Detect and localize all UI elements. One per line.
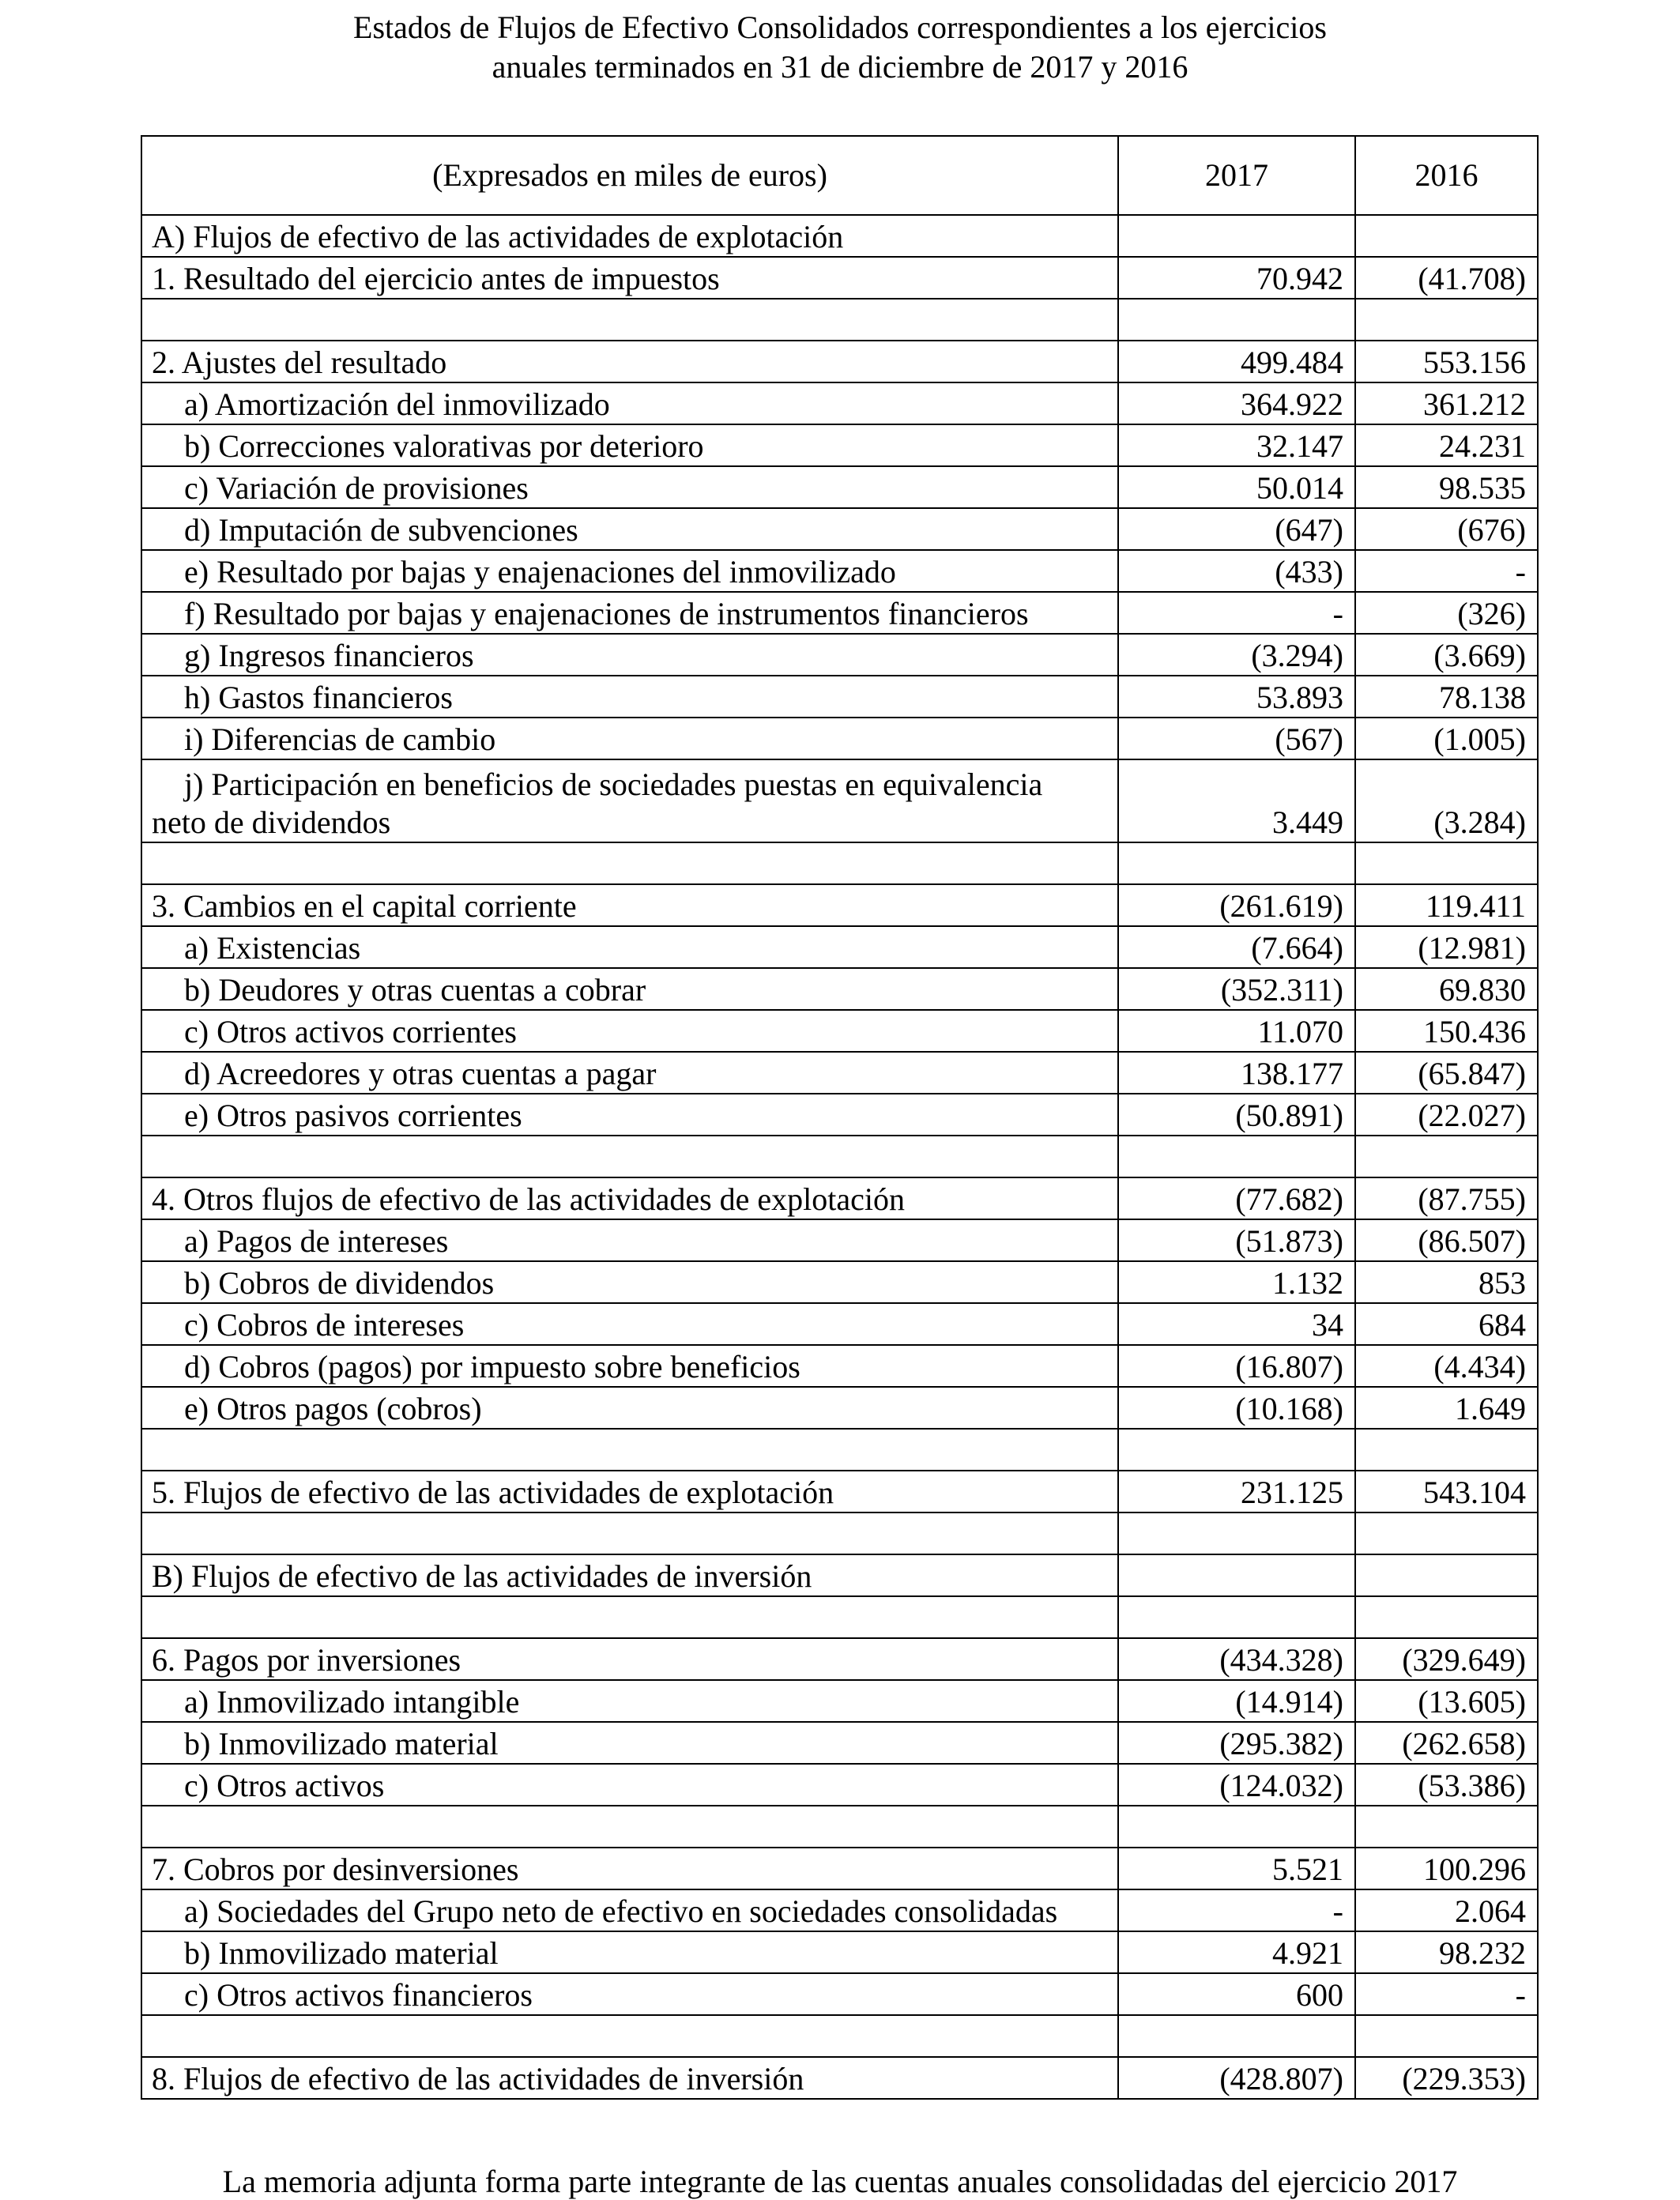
value-2016 (1355, 842, 1538, 884)
value-2017: (50.891) (1118, 1094, 1355, 1136)
row-label: 3. Cambios en el capital corriente (141, 884, 1118, 926)
value-2016: 150.436 (1355, 1010, 1538, 1052)
value-2016: 98.232 (1355, 1931, 1538, 1973)
value-2017: 1.132 (1118, 1261, 1355, 1303)
value-2017: (14.914) (1118, 1680, 1355, 1722)
row-label: 8. Flujos de efectivo de las actividades de inversión (141, 2057, 1118, 2099)
value-2016: 24.231 (1355, 424, 1538, 466)
row-label (141, 1806, 1118, 1848)
value-2016: (53.386) (1355, 1764, 1538, 1806)
value-2017: 5.521 (1118, 1848, 1355, 1889)
value-2016: 78.138 (1355, 676, 1538, 718)
row-label: 4. Otros flujos de efectivo de las actividades de explotación (141, 1177, 1118, 1219)
value-2017: 53.893 (1118, 676, 1355, 718)
table-row (141, 1680, 1538, 1722)
header-units-label: (Expresados en miles de euros) (141, 136, 1118, 215)
value-2016: 2.064 (1355, 1889, 1538, 1931)
value-2016: (13.605) (1355, 1680, 1538, 1722)
row-label: 1. Resultado del ejercicio antes de impuestos (141, 257, 1118, 299)
row-label (141, 759, 1118, 842)
value-2017: (352.311) (1118, 968, 1355, 1010)
table-row (141, 1471, 1538, 1512)
table-row (141, 1303, 1538, 1345)
row-label (141, 299, 1118, 341)
value-2016: (87.755) (1355, 1177, 1538, 1219)
value-2016: (329.649) (1355, 1638, 1538, 1680)
value-2017: (10.168) (1118, 1387, 1355, 1429)
value-2016: 69.830 (1355, 968, 1538, 1010)
value-2017 (1118, 1136, 1355, 1177)
row-label (141, 1596, 1118, 1638)
value-2016: - (1355, 550, 1538, 592)
title-line-1: Estados de Flujos de Efectivo Consolidados correspondientes a los ejercicios (353, 9, 1327, 45)
table-row (141, 1094, 1538, 1136)
value-2017 (1118, 1806, 1355, 1848)
value-2016: (262.658) (1355, 1722, 1538, 1764)
value-2017: (434.328) (1118, 1638, 1355, 1680)
title-line-2: anuales terminados en 31 de diciembre de 2017 y 2016 (492, 49, 1188, 85)
value-2017: (77.682) (1118, 1177, 1355, 1219)
value-2017 (1118, 2015, 1355, 2057)
row-label: 6. Pagos por inversiones (141, 1638, 1118, 1680)
value-2016: (676) (1355, 508, 1538, 550)
table-row (141, 968, 1538, 1010)
table-row (141, 257, 1538, 299)
table-row (141, 1177, 1538, 1219)
table-row (141, 215, 1538, 257)
table-row (141, 299, 1538, 341)
value-2017: 231.125 (1118, 1471, 1355, 1512)
row-label: b) Correcciones valorativas por deterioro (141, 424, 1118, 466)
value-2016: (22.027) (1355, 1094, 1538, 1136)
value-2017: (647) (1118, 508, 1355, 550)
row-label: B) Flujos de efectivo de las actividades de inversión (141, 1554, 1118, 1596)
row-label: 7. Cobros por desinversiones (141, 1848, 1118, 1889)
value-2016: (86.507) (1355, 1219, 1538, 1261)
row-label: a) Inmovilizado intangible (141, 1680, 1118, 1722)
table-row (141, 1889, 1538, 1931)
table-row (141, 382, 1538, 424)
row-label: d) Imputación de subvenciones (141, 508, 1118, 550)
value-2016: (65.847) (1355, 1052, 1538, 1094)
row-label: A) Flujos de efectivo de las actividades de explotación (141, 215, 1118, 257)
row-label: a) Sociedades del Grupo neto de efectivo en sociedades consolidadas (141, 1889, 1118, 1931)
value-2017: 3.449 (1118, 759, 1355, 842)
table-row (141, 592, 1538, 634)
value-2017: 32.147 (1118, 424, 1355, 466)
row-label: h) Gastos financieros (141, 676, 1118, 718)
table-row (141, 1261, 1538, 1303)
value-2016: (41.708) (1355, 257, 1538, 299)
value-2017: - (1118, 1889, 1355, 1931)
table-row (141, 424, 1538, 466)
value-2017: (51.873) (1118, 1219, 1355, 1261)
row-label: c) Otros activos corrientes (141, 1010, 1118, 1052)
table-row (141, 842, 1538, 884)
table-row (141, 1136, 1538, 1177)
table-row (141, 1429, 1538, 1471)
value-2017: (124.032) (1118, 1764, 1355, 1806)
table-row (141, 718, 1538, 759)
value-2017 (1118, 299, 1355, 341)
table-row (141, 1806, 1538, 1848)
value-2017 (1118, 1429, 1355, 1471)
value-2016 (1355, 2015, 1538, 2057)
value-2016 (1355, 1554, 1538, 1596)
value-2016 (1355, 1596, 1538, 1638)
table-row (141, 1387, 1538, 1429)
value-2017: (295.382) (1118, 1722, 1355, 1764)
value-2016: 98.535 (1355, 466, 1538, 508)
row-label: c) Otros activos financieros (141, 1973, 1118, 2015)
value-2016 (1355, 1429, 1538, 1471)
row-label: b) Inmovilizado material (141, 1722, 1118, 1764)
table-row (141, 1931, 1538, 1973)
value-2017 (1118, 1554, 1355, 1596)
row-label: d) Cobros (pagos) por impuesto sobre beneficios (141, 1345, 1118, 1387)
value-2017: 50.014 (1118, 466, 1355, 508)
value-2016: 553.156 (1355, 341, 1538, 382)
footer-note: La memoria adjunta forma parte integrante de las cuentas anuales consolidadas del ejercicio 2017 (222, 2164, 1458, 2199)
row-label: c) Otros activos (141, 1764, 1118, 1806)
cash-flow-table (141, 135, 1539, 2100)
table-row (141, 1722, 1538, 1764)
value-2016: 1.649 (1355, 1387, 1538, 1429)
row-label: e) Otros pagos (cobros) (141, 1387, 1118, 1429)
value-2016: (229.353) (1355, 2057, 1538, 2099)
table-row (141, 1554, 1538, 1596)
table-row (141, 759, 1538, 842)
value-2017: (567) (1118, 718, 1355, 759)
table-row (141, 508, 1538, 550)
row-label: 5. Flujos de efectivo de las actividades de explotación (141, 1471, 1118, 1512)
row-label (141, 1512, 1118, 1554)
value-2016: (326) (1355, 592, 1538, 634)
value-2016 (1355, 1512, 1538, 1554)
row-label-line-2: neto de dividendos (152, 804, 391, 840)
row-label: g) Ingresos financieros (141, 634, 1118, 676)
value-2016: (1.005) (1355, 718, 1538, 759)
value-2017: 364.922 (1118, 382, 1355, 424)
table-row (141, 1848, 1538, 1889)
value-2017: (7.664) (1118, 926, 1355, 968)
value-2017: (16.807) (1118, 1345, 1355, 1387)
row-label-line-1: j) Participación en beneficios de sociedades puestas en equivalencia (184, 767, 1043, 802)
row-label: c) Cobros de intereses (141, 1303, 1118, 1345)
value-2017 (1118, 842, 1355, 884)
value-2017 (1118, 1596, 1355, 1638)
value-2017: (433) (1118, 550, 1355, 592)
table-row (141, 884, 1538, 926)
table-row (141, 2057, 1538, 2099)
value-2017: 4.921 (1118, 1931, 1355, 1973)
value-2017: 499.484 (1118, 341, 1355, 382)
value-2016 (1355, 215, 1538, 257)
value-2017: (3.294) (1118, 634, 1355, 676)
value-2016: 853 (1355, 1261, 1538, 1303)
table-row (141, 1512, 1538, 1554)
value-2017: 34 (1118, 1303, 1355, 1345)
value-2016: 684 (1355, 1303, 1538, 1345)
row-label (141, 1429, 1118, 1471)
table-row (141, 634, 1538, 676)
document-title (0, 8, 1680, 87)
table-row (141, 341, 1538, 382)
value-2017: (261.619) (1118, 884, 1355, 926)
value-2016: (3.284) (1355, 759, 1538, 842)
table-row (141, 1638, 1538, 1680)
table-row (141, 1973, 1538, 2015)
row-label: b) Cobros de dividendos (141, 1261, 1118, 1303)
value-2016 (1355, 299, 1538, 341)
table-row (141, 550, 1538, 592)
row-label: 2. Ajustes del resultado (141, 341, 1118, 382)
table-row (141, 1219, 1538, 1261)
row-label: d) Acreedores y otras cuentas a pagar (141, 1052, 1118, 1094)
value-2017: 600 (1118, 1973, 1355, 2015)
value-2016: 119.411 (1355, 884, 1538, 926)
row-label: b) Inmovilizado material (141, 1931, 1118, 1973)
value-2016 (1355, 1806, 1538, 1848)
row-label (141, 842, 1118, 884)
value-2017: 70.942 (1118, 257, 1355, 299)
table-row (141, 1010, 1538, 1052)
value-2017 (1118, 215, 1355, 257)
table-row (141, 1345, 1538, 1387)
table-row (141, 1052, 1538, 1094)
value-2016: 361.212 (1355, 382, 1538, 424)
header-year-2016: 2016 (1355, 136, 1538, 215)
value-2016: - (1355, 1973, 1538, 2015)
row-label: i) Diferencias de cambio (141, 718, 1118, 759)
row-label: a) Pagos de intereses (141, 1219, 1118, 1261)
row-label (141, 1136, 1118, 1177)
row-label: a) Existencias (141, 926, 1118, 968)
table-row (141, 676, 1538, 718)
row-label: f) Resultado por bajas y enajenaciones de instrumentos financieros (141, 592, 1118, 634)
table-row (141, 1764, 1538, 1806)
value-2016: 543.104 (1355, 1471, 1538, 1512)
value-2016 (1355, 1136, 1538, 1177)
row-label: c) Variación de provisiones (141, 466, 1118, 508)
header-year-2017: 2017 (1118, 136, 1355, 215)
row-label: b) Deudores y otras cuentas a cobrar (141, 968, 1118, 1010)
value-2016: (3.669) (1355, 634, 1538, 676)
table-header-row (141, 136, 1538, 215)
row-label: e) Otros pasivos corrientes (141, 1094, 1118, 1136)
value-2017: (428.807) (1118, 2057, 1355, 2099)
table-row (141, 1596, 1538, 1638)
value-2016: (4.434) (1355, 1345, 1538, 1387)
value-2016: 100.296 (1355, 1848, 1538, 1889)
table-row (141, 926, 1538, 968)
value-2017: - (1118, 592, 1355, 634)
value-2016: (12.981) (1355, 926, 1538, 968)
table-row (141, 466, 1538, 508)
cash-flow-table-body (141, 136, 1538, 2099)
row-label (141, 2015, 1118, 2057)
value-2017 (1118, 1512, 1355, 1554)
value-2017: 11.070 (1118, 1010, 1355, 1052)
row-label: e) Resultado por bajas y enajenaciones del inmovilizado (141, 550, 1118, 592)
row-label: a) Amortización del inmovilizado (141, 382, 1118, 424)
table-row (141, 2015, 1538, 2057)
value-2017: 138.177 (1118, 1052, 1355, 1094)
